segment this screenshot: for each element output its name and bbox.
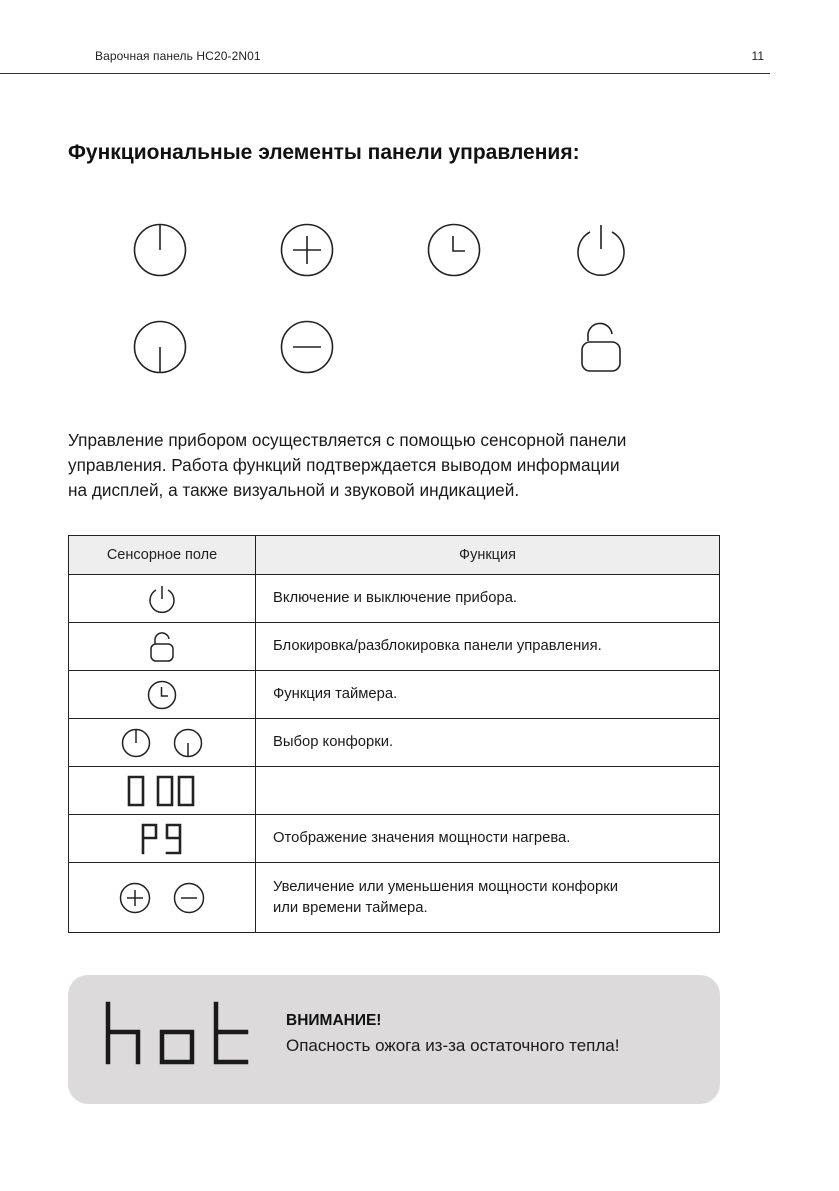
table-row — [69, 815, 720, 863]
display-digits-p9 — [140, 822, 184, 856]
table-row — [69, 623, 720, 671]
plus-icon — [119, 882, 151, 914]
power-icon — [147, 584, 177, 614]
table-row — [69, 575, 720, 623]
column-header-sensor-field: Сенсорное поле — [69, 536, 256, 575]
table-row — [69, 671, 720, 719]
warning-title: ВНИМАНИЕ! — [286, 1012, 382, 1029]
function-cell: Выбор конфорки. — [256, 719, 720, 767]
burner-right-power-icon — [173, 728, 203, 758]
table-row — [69, 863, 720, 933]
lock-icon — [149, 631, 175, 663]
function-cell: Отображение значения мощности нагрева. — [256, 815, 720, 863]
section-title: Функциональные элементы панели управления: — [68, 141, 580, 164]
sensor-cell — [69, 767, 256, 815]
power-icon — [573, 222, 629, 278]
intro-line: Управление прибором осуществляется с помощью сенсорной панели — [68, 430, 627, 450]
functions-table — [68, 535, 720, 933]
function-line: Увеличение или уменьшения мощности конфорки — [273, 878, 619, 895]
table-row — [69, 767, 720, 815]
sensor-cell — [69, 575, 256, 623]
burner-left-power-icon — [121, 728, 151, 758]
header-product-name: Варочная панель HC20-2N01 — [95, 49, 261, 63]
function-cell: Блокировка/разблокировка панели управления. — [256, 623, 720, 671]
minus-icon — [173, 882, 205, 914]
warning-text: Опасность ожога из-за остаточного тепла! — [286, 1036, 620, 1055]
burner-left-power-icon — [133, 223, 187, 277]
timer-icon — [147, 680, 177, 710]
intro-paragraph — [68, 428, 748, 503]
minus-icon — [280, 320, 334, 374]
lock-icon — [579, 320, 623, 374]
function-cell: Функция таймера. — [256, 671, 720, 719]
sensor-cell — [69, 863, 256, 933]
column-header-function: Функция — [256, 536, 720, 575]
intro-line: на дисплей, а также визуальной и звуковой индикацией. — [68, 480, 520, 500]
burner-right-power-icon — [133, 320, 187, 374]
sensor-cell — [69, 623, 256, 671]
table-header-row — [69, 536, 720, 575]
intro-line: управления. Работа функций подтверждается выводом информации — [68, 455, 620, 475]
timer-icon — [427, 223, 481, 277]
sensor-cell — [69, 815, 256, 863]
page-number: 11 — [751, 49, 764, 63]
sensor-cell — [69, 719, 256, 767]
table-row — [69, 719, 720, 767]
plus-icon — [280, 223, 334, 277]
function-cell: Включение и выключение прибора. — [256, 575, 720, 623]
header-divider — [0, 73, 770, 74]
function-cell — [256, 863, 720, 933]
function-line: или времени таймера. — [273, 899, 428, 916]
function-cell — [256, 767, 720, 815]
sensor-cell — [69, 671, 256, 719]
display-digits-0-00 — [126, 774, 198, 808]
hot-display-indicator — [104, 1000, 254, 1066]
